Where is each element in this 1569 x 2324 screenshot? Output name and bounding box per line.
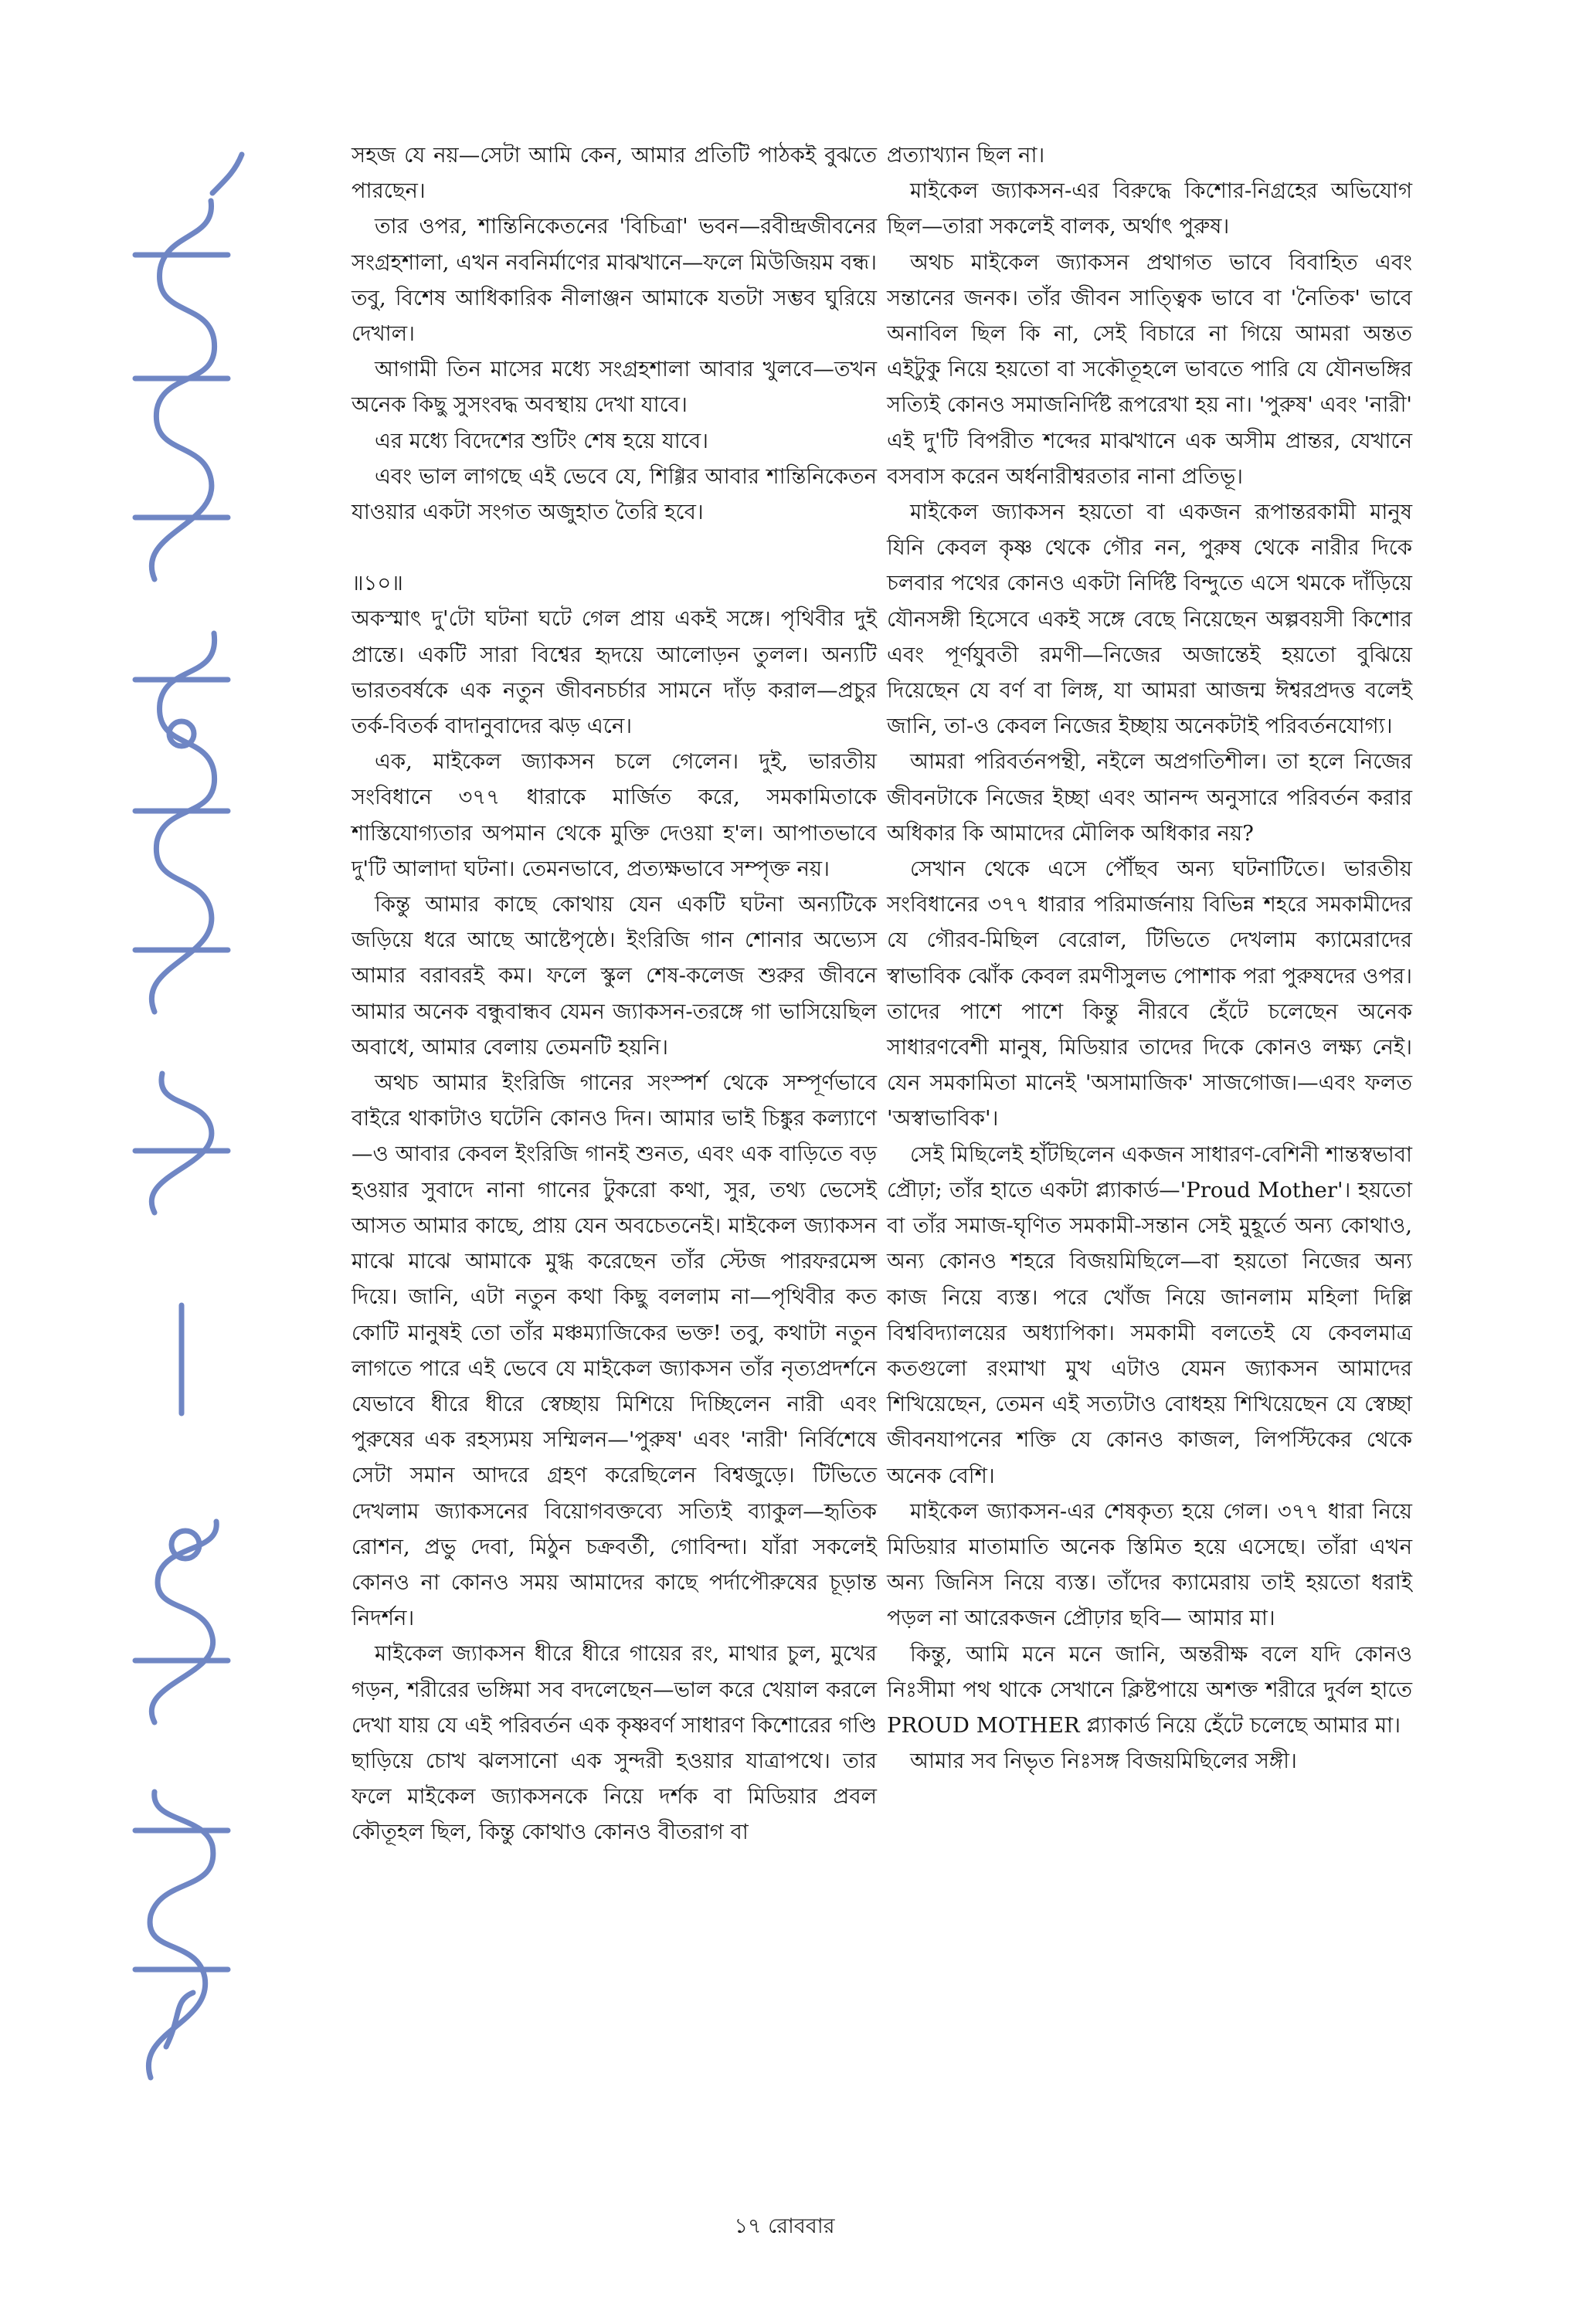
side-title-script [120,147,243,2093]
paragraph: মাইকেল জ্যাকসন হয়তো বা একজন রূপান্তরকামী মানুষ যিনি কেবল কৃষ্ণ থেকে গৌর নন, পুরুষ থেকে নারীর দিকে চলবার পথের কোনও একটা নির্দিষ্ট বিন্দুতে এসে থমকে দাঁড়িয়ে যৌনসঙ্গী হিসেবে একই সঙ্গে বেছে নিয়েছেন অল্পবয়সী কিশোর এবং পূর্ণযুবতী রমণী—নিজের অজান্তেই হয়তো বুঝিয়ে দিয়েছেন যে বর্ণ বা লিঙ্গ, যা আমরা আজন্ম ঈশ্বরপ্রদত্ত বলেই জানি, তা-ও কেবল নিজের ইচ্ছায় অনেকটাই পরিবর্তনযোগ্য। [887,500,1412,739]
paragraph: অথচ আমার ইংরিজি গানের সংস্পর্শ থেকে সম্পূর্ণভাবে বাইরে থাকাটাও ঘটেনি কোনও দিন। আমার ভাই চিঙ্কুর কল্যাণে—ও আবার কেবল ইংরিজি গানই শুনত, এবং এক বাড়িতে বড় হওয়ার সুবাদে নানা গানের টুকরো কথা, সুর, তথ্য ভেসেই আসত আমার কাছে, প্রায় যেন অবচেতনেই। মাইকেল জ্যাকসন মাঝে মাঝে আমাকে মুগ্ধ করেছেন তাঁর স্টেজ পারফরমেন্স দিয়ে। জানি, এটা নতুন কথা কিছু বললাম না—পৃথিবীর কত কোটি মানুষই তো তাঁর মঞ্চম্যাজিকের ভক্ত! তবু, কথাটা নতুন লাগতে পারে এই ভেবে যে মাইকেল জ্যাকসন তাঁর নৃত্যপ্রদর্শনে যেভাবে ধীরে ধীরে স্বেচ্ছায় মিশিয়ে দিচ্ছিলেন নারী এবং পুরুষের এক রহস্যময় সম্মিলন—'পুরুষ' এবং 'নারী' নির্বিশেষে সেটা সমান আদরে গ্রহণ করেছিলেন বিশ্বজুড়ে। টিভিতে দেখলাম জ্যাকসনের বিয়োগবক্তব্যে সত্যিই ব্যাকুল—হৃতিক রোশন, প্রভু দেবা, মিঠুন চক্রবর্তী, গোবিন্দা। যাঁরা সকলেই কোনও না কোনও সময় আমাদের কাছে পর্দাপৌরুষের চূড়ান্ত নিদর্শন। [351,1070,877,1631]
paragraph: আগামী তিন মাসের মধ্যে সংগ্রহশালা আবার খুলবে—তখন অনেক কিছু সুসংবদ্ধ অবস্থায় দেখা যাবে। [351,357,877,418]
paragraph: অথচ মাইকেল জ্যাকসন প্রথাগত ভাবে বিবাহিত এবং সন্তানের জনক। তাঁর জীবন সাত্ত্বিক ভাবে বা 'নৈতিক' ভাবে অনাবিল ছিল কি না, সেই বিচারে না গিয়ে আমরা অন্তত এইটুকু নিয়ে হয়তো বা সকৌতূহলে ভাবতে পারি যে যৌনভঙ্গির সত্যিই কোনও সমাজনির্দিষ্ট রূপরেখা হয় না। 'পুরুষ' এবং 'নারী' এই দু'টি বিপরীত শব্দের মাঝখানে এক অসীম প্রান্তর, যেখানে বসবাস করেন অর্ধনারীশ্বরতার নানা প্রতিভূ। [887,249,1412,489]
paragraph: কিন্তু, আমি মনে মনে জানি, অন্তরীক্ষ বলে যদি কোনও নিঃসীমা পথ থাকে সেখানে ক্লিষ্টপায়ে অশক্ত শরীরে দুর্বল হাতে PROUD MOTHER প্ল্যাকার্ড নিয়ে হেঁটে চলেছে আমার মা। [887,1641,1412,1738]
article-column-right [887,137,1412,1779]
paragraph: মাইকেল জ্যাকসন-এর বিরুদ্ধে কিশোর-নিগ্রহের অভিযোগ ছিল—তারা সকলেই বালক, অর্থাৎ পুরুষ। [887,178,1412,239]
paragraph: সহজ যে নয়—সেটা আমি কেন, আমার প্রতিটি পাঠকই বুঝতে পারছেন। [351,143,877,204]
paragraph: এক, মাইকেল জ্যাকসন চলে গেলেন। দুই, ভারতীয় সংবিধানে ৩৭৭ ধারাকে মার্জিত করে, সমকামিতাকে শাস্তিযোগ্যতার অপমান থেকে মুক্তি দেওয়া হ'ল। আপাতভাবে দু'টি আলাদা ঘটনা। তেমনভাবে, প্রত্যক্ষভাবে সম্পৃক্ত নয়। [351,749,877,881]
paragraph: মাইকেল জ্যাকসন-এর শেষকৃত্য হয়ে গেল। ৩৭৭ ধারা নিয়ে মিডিয়ার মাতামাতি অনেক স্তিমিত হয়ে এসেছে। তাঁরা এখন অন্য জিনিস নিয়ে ব্যস্ত। তাঁদের ক্যামেরায় তাই হয়তো ধরাই পড়ল না আরেকজন প্রৌঢ়ার ছবি— আমার মা। [887,1498,1412,1631]
paragraph: প্রত্যাখ্যান ছিল না। [887,143,1045,168]
paragraph: সেখান থেকে এসে পৌঁছব অন্য ঘটনাটিতে। ভারতীয় সংবিধানের ৩৭৭ ধারার পরিমার্জনায় বিভিন্ন শহরে সমকামীদের যে গৌরব-মিছিল বেরোল, টিভিতে দেখলাম ক্যামেরাদের স্বাভাবিক ঝোঁক কেবল রমণীসুলভ পোশাক পরা পুরুষদের ওপর। তাদের পাশে পাশে কিন্তু নীরবে হেঁটে চলেছেন অনেক সাধারণবেশী মানুষ, মিডিয়ার তাদের দিকে কোনও লক্ষ্য নেই। যেন সমকামিতা মানেই 'অসামাজিক' সাজগোজ।—এবং ফলত 'অস্বাভাবিক'। [887,857,1412,1131]
page-folio: ১৭ রোববার [734,2214,835,2238]
paragraph: আমার সব নিভৃত নিঃসঙ্গ বিজয়মিছিলের সঙ্গী। [910,1749,1297,1774]
paragraph: কিন্তু আমার কাছে কোথায় যেন একটি ঘটনা অন্যটিকে জড়িয়ে ধরে আছে আষ্টেপৃষ্ঠে। ইংরিজি গান শোনার অভ্যেস আমার বরাবরই কম। ফলে স্কুল শেষ-কলেজ শুরুর জীবনে আমার অনেক বন্ধুবান্ধব যেমন জ্যাকসন-তরঙ্গে গা ভাসিয়েছিল অবাধে, আমার বেলায় তেমনটি হয়নি। [351,892,877,1060]
article-column-left [351,137,877,1851]
paragraph: এর মধ্যে বিদেশের শুটিং শেষ হয়ে যাবে। [375,428,708,453]
paragraph: আমরা পরিবর্তনপন্থী, নইলে অপ্রগতিশীল। তা হলে নিজের জীবনটাকে নিজের ইচ্ছা এবং আনন্দ অনুসারে পরিবর্তন করার অধিকার কি আমাদের মৌলিক অধিকার নয়? [887,749,1412,846]
paragraph: তার ওপর, শান্তিনিকেতনের 'বিচিত্রা' ভবন—রবীন্দ্রজীবনের সংগ্রহশালা, এখন নবনির্মাণের মাঝখানে—ফলে মিউজিয়ম বন্ধ। তবু, বিশেষ আধিকারিক নীলাঞ্জন আমাকে যতটা সম্ভব ঘুরিয়ে দেখাল। [351,214,877,347]
side-title-text [243,147,244,148]
section-number: ॥১০॥ [351,571,403,596]
paragraph: অকস্মাৎ দু'টো ঘটনা ঘটে গেল প্রায় একই সঙ্গে। পৃথিবীর দুই প্রান্তে। একটি সারা বিশ্বের হৃদয়ে আলোড়ন তুলল। অন্যটি ভারতবর্ষকে এক নতুন জীবনচর্চার সামনে দাঁড় করাল—প্রচুর তর্ক-বিতর্ক বাদানুবাদের ঝড় এনে। [351,606,877,739]
paragraph: এবং ভাল লাগছে এই ভেবে যে, শিগ্গির আবার শান্তিনিকেতন যাওয়ার একটা সংগত অজুহাত তৈরি হবে। [351,463,877,525]
handwritten-side-title [120,147,243,2093]
paragraph: মাইকেল জ্যাকসন ধীরে ধীরে গায়ের রং, মাথার চুল, মুখের গড়ন, শরীরের ভঙ্গিমা সব বদলেছেন—ভাল করে খেয়াল করলে দেখা যায় যে এই পরিবর্তন এক কৃষ্ণবর্ণ সাধারণ কিশোরের গণ্ডি ছাড়িয়ে চোখ ঝলসানো এক সুন্দরী হওয়ার যাত্রাপথে। তার ফলে মাইকেল জ্যাকসনকে নিয়ে দর্শক বা মিডিয়ার প্রবল কৌতূহল ছিল, কিন্তু কোথাও কোনও বীতরাগ বা [351,1641,877,1845]
paragraph: সেই মিছিলেই হাঁটছিলেন একজন সাধারণ-বেশিনী শান্তস্বভাবা প্রৌঢ়া; তাঁর হাতে একটা প্ল্যাকার্ড—'Proud Mother'। হয়তো বা তাঁর সমাজ-ঘৃণিত সমকামী-সন্তান সেই মুহূর্তে অন্য কোথাও, অন্য কোনও শহরে বিজয়মিছিলে—বা হয়তো নিজের অন্য কাজ নিয়ে ব্যস্ত। পরে খোঁজ নিয়ে জানলাম মহিলা দিল্লি বিশ্ববিদ্যালয়ের অধ্যাপিকা। সমকামী বলতেই যে কেবলমাত্র কতগুলো রংমাখা মুখ এটাও যেমন জ্যাকসন আমাদের শিখিয়েছেন, তেমন এই সত্যটাও বোধহয় শিখিয়েছেন যে স্বেচ্ছা জীবনযাপনের শক্তি যে কোনও কাজল, লিপস্টিকের থেকে অনেক বেশি। [887,1142,1412,1488]
